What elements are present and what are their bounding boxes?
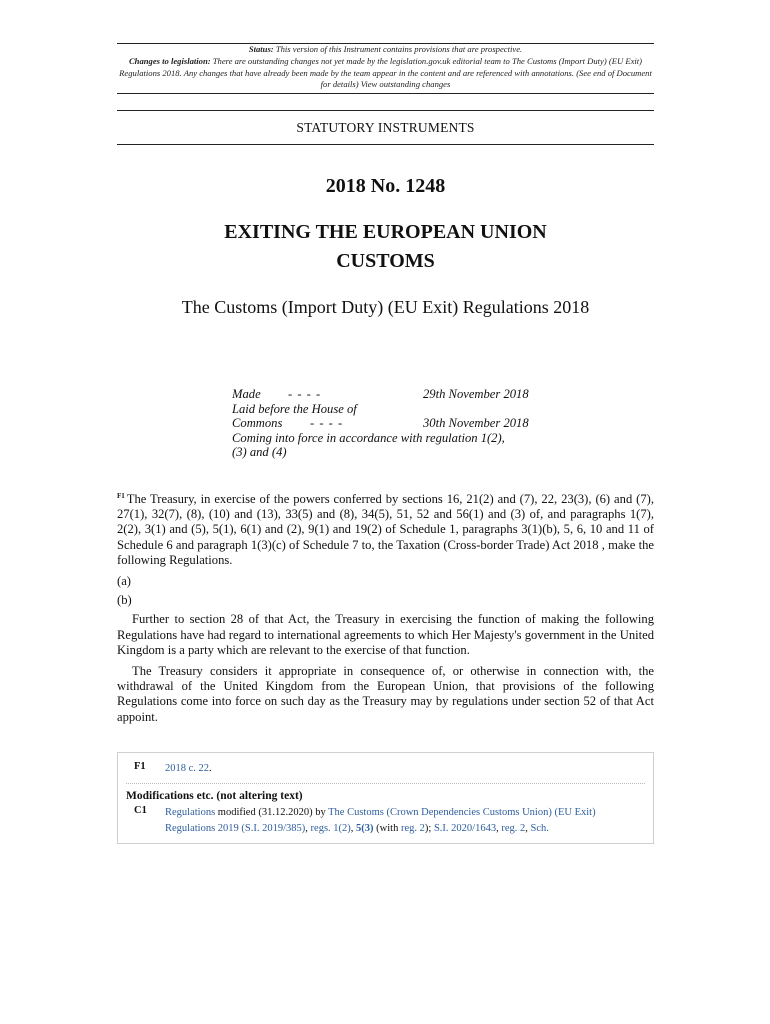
separator: , (525, 823, 531, 834)
dates-table (232, 387, 552, 460)
si-2020-1643-link[interactable]: S.I. 2020/1643 (433, 823, 497, 834)
laid-row-1 (232, 402, 552, 417)
reg-2-link-2[interactable]: reg. 2 (501, 823, 526, 834)
heading-top-rule (117, 110, 654, 111)
made-row (232, 387, 552, 402)
annotation-value-f1 (165, 761, 643, 777)
enacting-text: The Treasury, in exercise of the powers conferred by sections 16, 21(2) and (7), 22, 23(3), (6) and (7), 27(1), 32(7), (8), (10) and (13), 33(5) and (8), 34(5), 51, 52 and 56(1) and (3) of, and paragraphs 1(7), 2(2), 3(1) and (5), 5(1), 6(1) and (2), 9(1) and 19(2) of Schedule 1, paragraphs 3(1)(b), 5, 6, 10 and 11 of Schedule 6 and paragraph 1(3)(c) of Schedule 7 to, the Taxation (Cross-border Trade) Act 2018 , make the following Regulations. (117, 492, 654, 567)
crown-dependencies-link[interactable]: The Customs (Crown Dependencies Customs Union) (EU Exit) Regulations 2019 (S.I. 2019/385) (165, 807, 596, 834)
annotation-divider (126, 783, 645, 784)
subject-heading: CUSTOMS (336, 250, 435, 272)
preamble (117, 489, 654, 731)
reg-2-link[interactable]: reg. 2 (400, 823, 425, 834)
laid-label-cont: Commons (232, 416, 283, 430)
list-item-b: (b) (117, 593, 132, 608)
subject-heading: EXITING THE EUROPEAN UNION (224, 221, 547, 243)
force-row-1 (232, 431, 552, 446)
annotation-suffix: . (209, 763, 212, 774)
status-label: Status: (248, 44, 274, 54)
made-dashes: - - - - (288, 387, 322, 401)
footnote-marker[interactable]: F1 (117, 492, 125, 500)
changes-text: There are outstanding changes not yet made by the legislation.gov.uk editorial team to The Customs (Import Duty) (EU Exit) Regulations 2018. Any changes that have already been made by the team appear in the content and are referenced with annotations. (See end of Document for details) View outstanding changes (119, 55, 652, 90)
annotation-text: modified (31.12.2020) by (215, 807, 329, 818)
separator: , (305, 823, 311, 834)
modifications-heading: Modifications etc. (not altering text) (126, 790, 303, 802)
separator: , (350, 823, 357, 834)
enacting-paragraph (117, 489, 654, 568)
schedule-link[interactable]: Sch. (530, 823, 549, 834)
annotation-value-c1 (165, 805, 643, 837)
reg-5-3-link[interactable]: 5(3) (356, 823, 374, 834)
status-notice (117, 44, 654, 91)
document-title: The Customs (Import Duty) (EU Exit) Regulations 2018 (181, 297, 590, 317)
changes-label: Changes to legislation: (128, 55, 211, 66)
separator: , (496, 823, 502, 834)
regulations-link[interactable]: Regulations (165, 807, 216, 818)
coming-into-force-label: Coming into force in accordance with regulation 1(2), (232, 430, 505, 445)
laid-date: 30th November 2018 (423, 416, 529, 430)
separator: ); (424, 823, 434, 834)
laid-row-2 (232, 416, 552, 431)
annotation-key-f1: F1 (134, 761, 146, 772)
act-link[interactable]: 2018 c. 22 (165, 763, 210, 774)
made-label: Made (232, 387, 261, 401)
annotation-text: (with (373, 823, 401, 834)
status-bottom-rule (117, 93, 654, 94)
list-item-a: (a) (117, 574, 131, 589)
instrument-number: 2018 No. 1248 (325, 175, 446, 197)
annotations-box (117, 752, 654, 844)
force-row-2 (232, 445, 552, 460)
consideration-paragraph: The Treasury considers it appropriate in consequence of, or otherwise in connection with, the withdrawal of the United Kingdom from the European Union, that provisions of the following Regulations come into force on such day as the Treasury may by regulations under section 52 of that Act appoint. (117, 664, 654, 724)
laid-label: Laid before the House of (232, 401, 357, 416)
heading-bottom-rule (117, 144, 654, 145)
laid-dashes: - - - - (310, 416, 344, 430)
statutory-instruments-heading: STATUTORY INSTRUMENTS (296, 120, 475, 135)
annotation-key-c1: C1 (134, 805, 147, 816)
coming-into-force-label-cont: (3) and (4) (232, 445, 287, 459)
made-date: 29th November 2018 (423, 387, 529, 401)
regard-paragraph: Further to section 28 of that Act, the Treasury in exercising the function of making the following Regulations have had regard to international agreements to which Her Majesty's government in the United Kingdom is a party which are relevant to the exercise of that function. (117, 612, 654, 657)
regs-link[interactable]: regs. 1(2) (310, 823, 351, 834)
status-text: This version of this Instrument contains provisions that are prospective. (273, 44, 523, 54)
subject-headings (117, 218, 654, 276)
